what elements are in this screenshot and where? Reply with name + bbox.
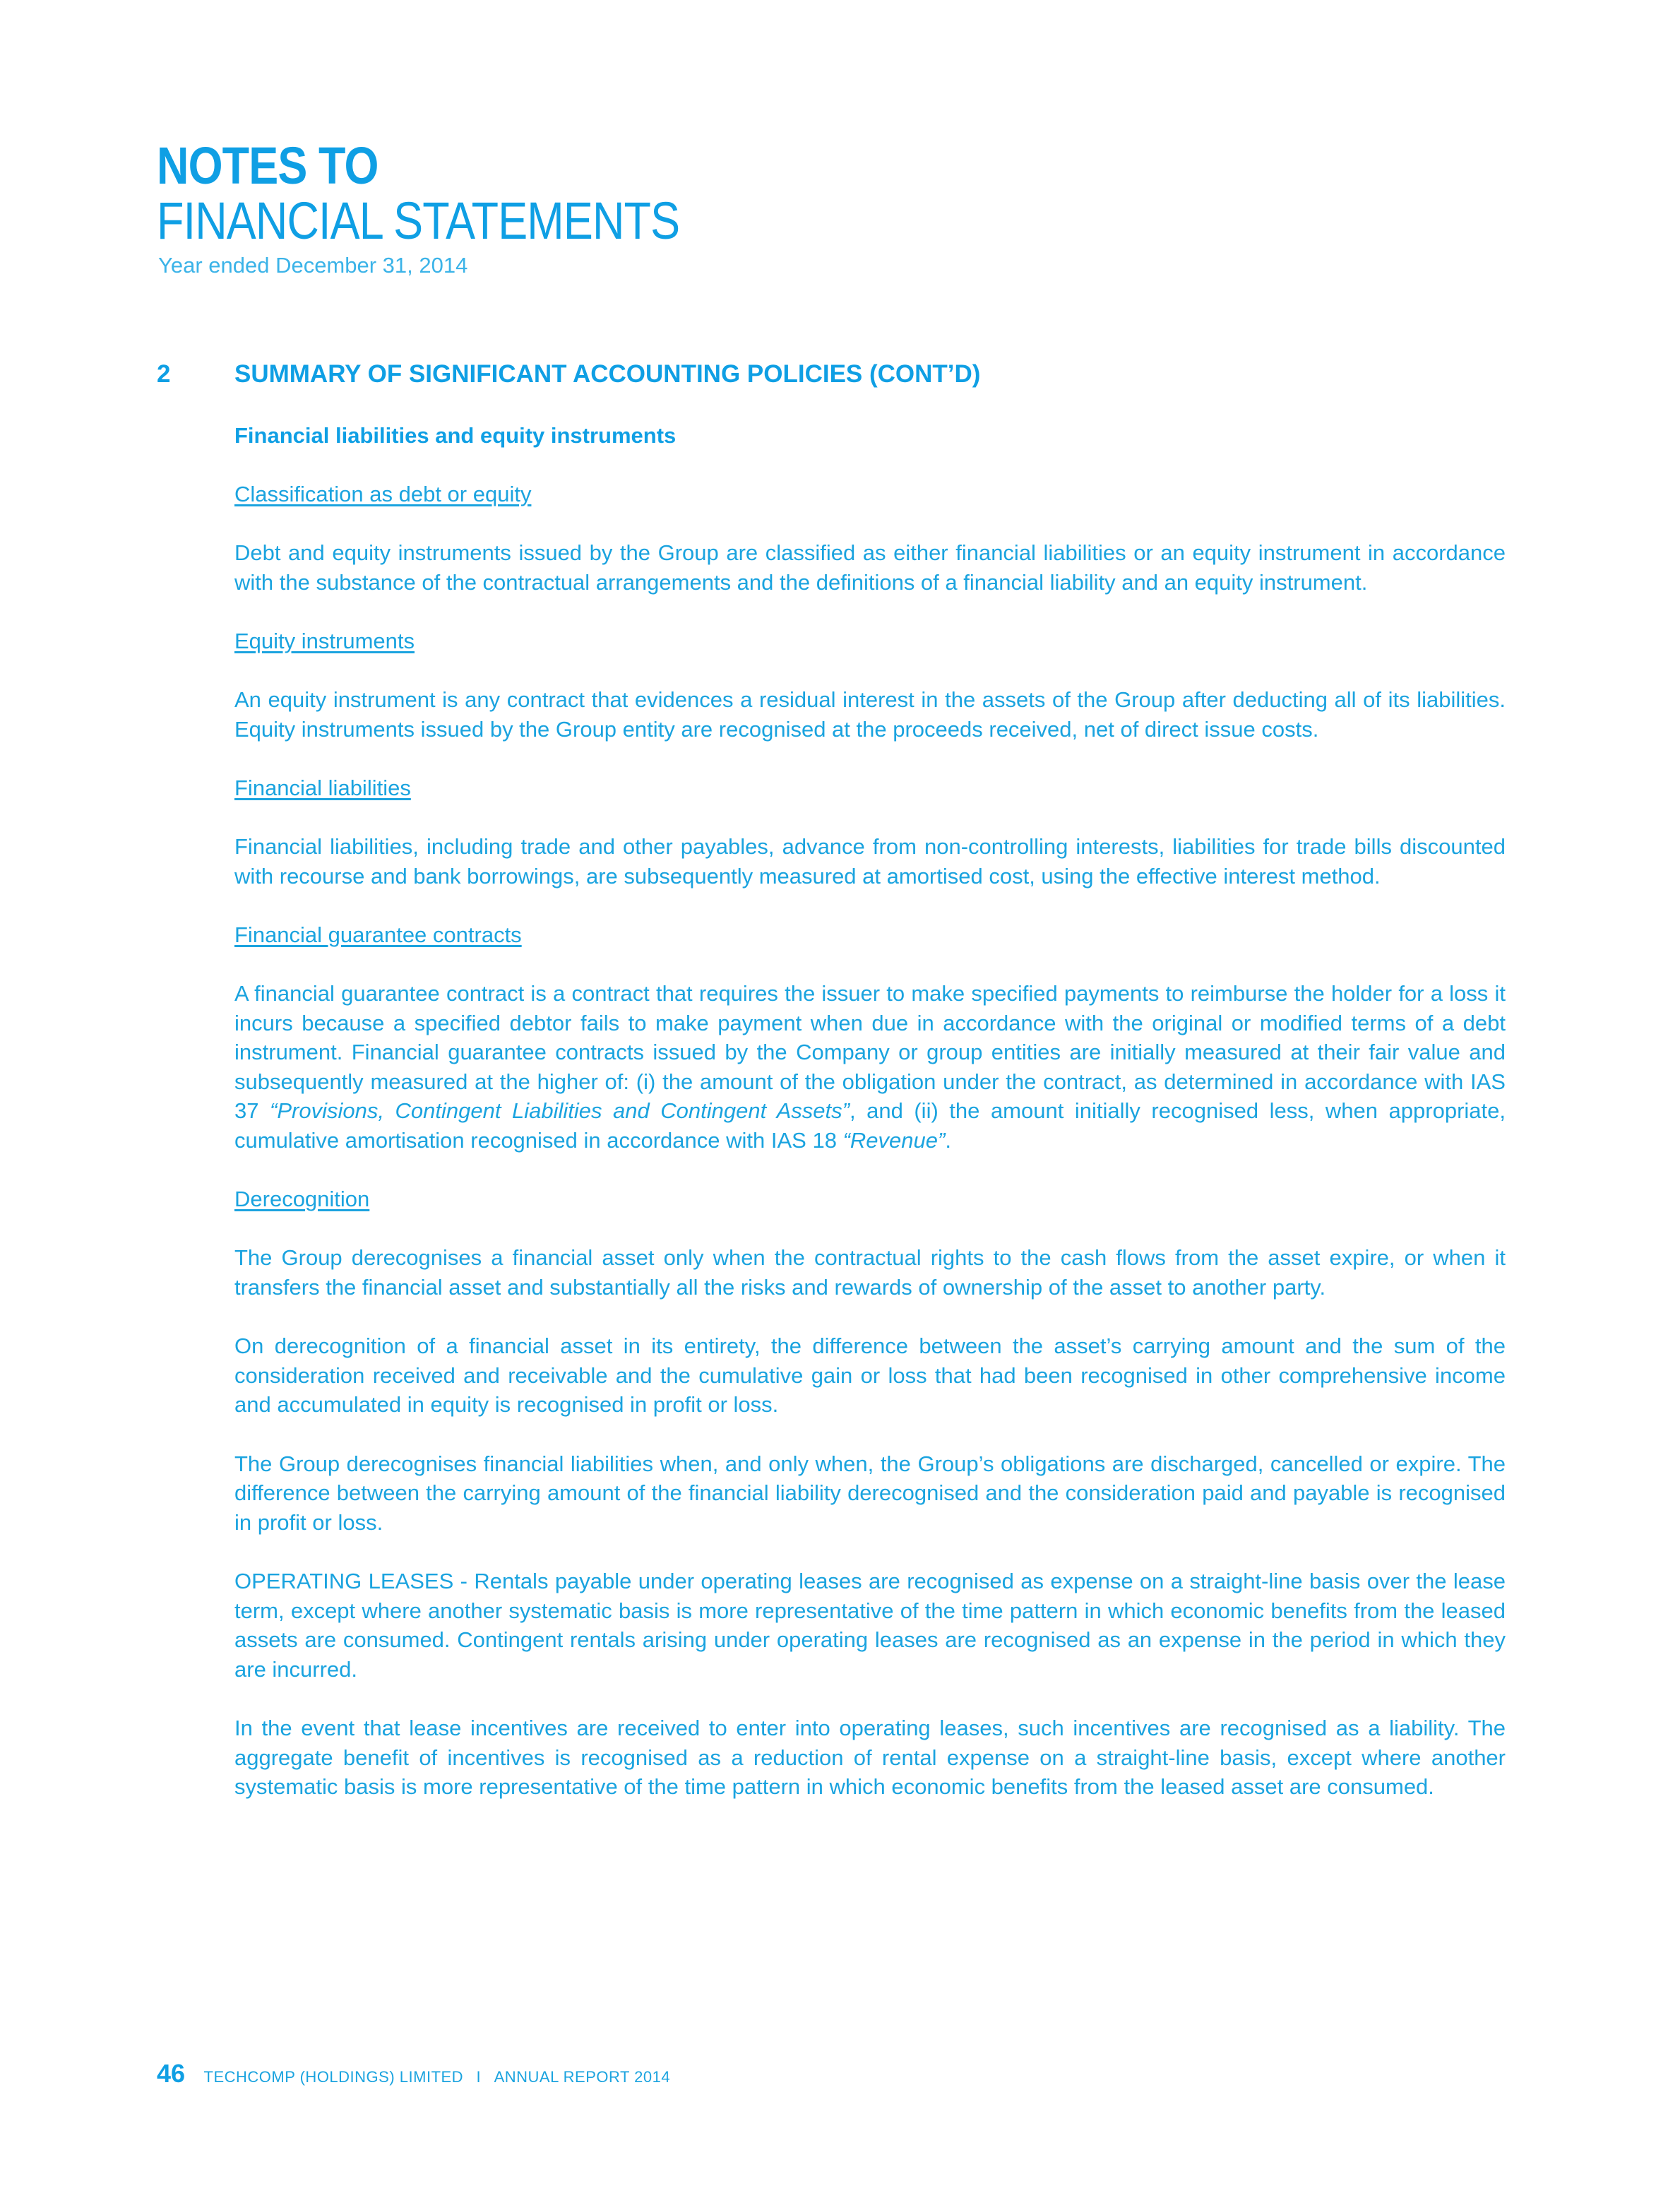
operating-leases-paragraph-1: OPERATING LEASES - Rentals payable under operating leases are recognised as expense on a straight-line basis over the lease term, except where another systematic basis is more representative of the time pattern in which economic benefits from the leased assets are consumed. Contingent rentals arising under operating leases are recognised as an expense in the period in which they are incurred. [234, 1569, 1506, 1682]
classification-paragraph: Debt and equity instruments issued by the Group are classified as either financial liabilities or an equity instrument in accordance with the substance of the contractual arrangements and the definitions of a financial liability and an equity instrument. [234, 540, 1506, 595]
financial-liabilities-paragraph: Financial liabilities, including trade and other payables, advance from non-controlling interests, liabilities for trade bills discounted with recourse and bank borrowings, are subsequently measured at amortised cost, using the effective interest method. [234, 834, 1506, 889]
footer-report: ANNUAL REPORT 2014 [494, 2068, 671, 2086]
financial-liabilities-heading: Financial liabilities [234, 776, 411, 800]
header-title-bold: NOTES TO [157, 136, 379, 195]
guarantee-italic-2: “Revenue” [842, 1127, 946, 1153]
footer-separator: I [476, 2068, 482, 2086]
operating-leases-paragraph-2: In the event that lease incentives are received to enter into operating leases, such incentives are recognised as a liability. The aggregate benefit of incentives is recognised as a reduction of rental expense on a straight-line basis, except where another systematic basis is more representative of the time pattern in which economic benefits from the leased asset are consumed. [234, 1716, 1506, 1799]
subheading: Financial liabilities and equity instruments [234, 423, 677, 448]
header-title: FINANCIAL STATEMENTS [157, 191, 680, 250]
derecognition-heading: Derecognition [234, 1187, 370, 1211]
guarantee-text-1: A financial guarantee contract is a contract that requires the issuer to make specified payments to reimburse the holder for a loss it incurs because a specified debtor fails to make payment when due in accordance with the original or modified terms of a debt instrument. Financial guarantee contracts issued by the Company or group entities are initially measured at their fair value and subsequently measured at the higher of: (i) the amount of the obligation under the contract, as determined in accordance with IAS 37 [234, 981, 1506, 1123]
classification-heading: Classification as debt or equity [234, 482, 532, 506]
section-title: SUMMARY OF SIGNIFICANT ACCOUNTING POLICIES (CONT’D) [234, 360, 981, 388]
derecognition-paragraph-1: The Group derecognises a financial asset only when the contractual rights to the cash flows from the asset expire, or when it transfers the financial asset and substantially all the risks and rewards of ownership of the asset to another party. [234, 1245, 1506, 1300]
guarantee-heading: Financial guarantee contracts [234, 922, 522, 947]
page-footer [157, 2061, 670, 2086]
derecognition-paragraph-2: On derecognition of a financial asset in its entirety, the difference between the asset’s carrying amount and the sum of the consideration received and receivable and the cumulative gain or loss that had been recognised in other comprehensive income and accumulated in equity is recognised in profit or loss. [234, 1333, 1506, 1417]
equity-heading: Equity instruments [234, 629, 415, 653]
body-column [234, 421, 1506, 1831]
guarantee-italic-1: “Provisions, Contingent Liabilities and Contingent Assets” [270, 1098, 850, 1123]
section-number: 2 [157, 360, 171, 388]
footer-company: TECHCOMP (HOLDINGS) LIMITED [203, 2068, 464, 2086]
guarantee-text-2: , and (ii) the amount initially recognised less, when appropriate, cumulative amortisation recognised in accordance with IAS 18 [234, 1098, 1506, 1153]
derecognition-paragraph-3: The Group derecognises financial liabilities when, and only when, the Group’s obligations are discharged, cancelled or expire. The difference between the carrying amount of the financial liability derecognised and the consideration paid and payable is recognised in profit or loss. [234, 1451, 1506, 1535]
guarantee-text-3: . [945, 1127, 951, 1153]
page-number: 46 [157, 2059, 186, 2088]
header-period: Year ended December 31, 2014 [158, 253, 468, 278]
guarantee-paragraph [234, 979, 1506, 1155]
equity-paragraph: An equity instrument is any contract that evidences a residual interest in the assets of the Group after deducting all of its liabilities. Equity instruments issued by the Group entity are recognised at the proceeds received, net of direct issue costs. [234, 687, 1506, 742]
